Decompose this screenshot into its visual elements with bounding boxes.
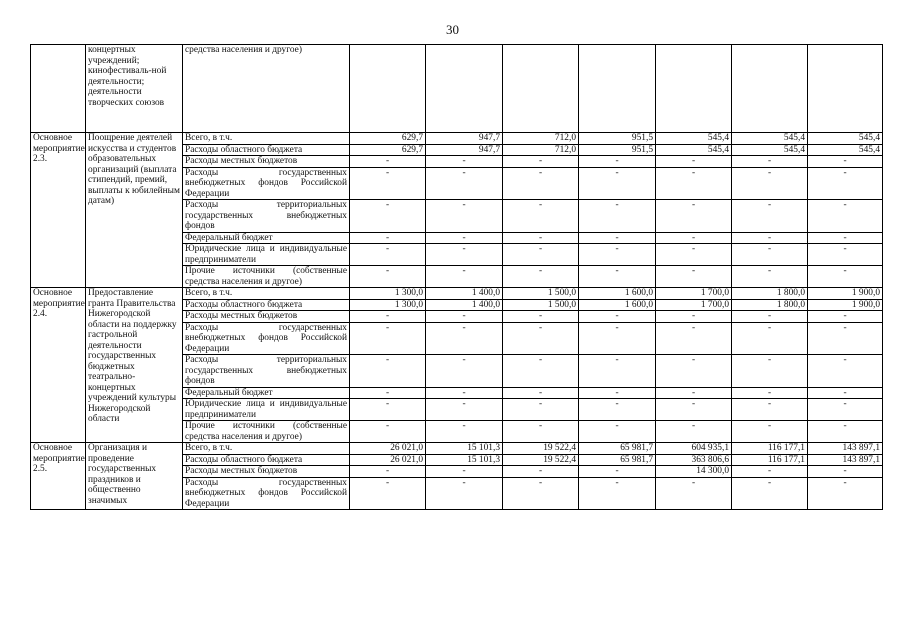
value-cell: -	[732, 311, 808, 323]
value-cell: -	[426, 355, 503, 388]
value-cell	[579, 45, 656, 133]
value-cell: 19 522,4	[503, 454, 579, 466]
funding-table	[30, 44, 883, 510]
value-cell	[350, 45, 426, 133]
value-cell: -	[350, 387, 426, 399]
source-cell: Всего, в т.ч.	[183, 443, 350, 455]
value-cell: -	[426, 466, 503, 478]
value-cell: -	[732, 167, 808, 200]
value-cell: -	[503, 421, 579, 443]
value-cell: -	[579, 167, 656, 200]
value-cell: 1 500,0	[503, 299, 579, 311]
value-cell: -	[503, 466, 579, 478]
value-cell: -	[426, 200, 503, 233]
value-cell: -	[656, 421, 732, 443]
source-cell: Юридические лица и индивидуальные предприниматели	[183, 399, 350, 421]
value-cell: -	[426, 399, 503, 421]
value-cell: -	[579, 311, 656, 323]
value-cell: -	[732, 355, 808, 388]
value-cell: -	[426, 311, 503, 323]
value-cell: 1 700,0	[656, 299, 732, 311]
value-cell: -	[350, 399, 426, 421]
value-cell: -	[426, 477, 503, 510]
value-cell: -	[732, 266, 808, 288]
value-cell: 629,7	[350, 133, 426, 145]
value-cell: 1 400,0	[426, 299, 503, 311]
value-cell: -	[656, 232, 732, 244]
value-cell: -	[808, 232, 883, 244]
value-cell: -	[350, 244, 426, 266]
value-cell: -	[503, 399, 579, 421]
value-cell: 19 522,4	[503, 443, 579, 455]
value-cell: -	[732, 200, 808, 233]
value-cell: 15 101,3	[426, 443, 503, 455]
source-cell: Расходы областного бюджета	[183, 299, 350, 311]
table-row	[31, 133, 883, 145]
value-cell: -	[732, 477, 808, 510]
value-cell: 545,4	[808, 133, 883, 145]
value-cell: -	[732, 156, 808, 168]
value-cell: 545,4	[732, 133, 808, 145]
value-cell: -	[579, 466, 656, 478]
description-cell: концертных учреждений; кинофестиваль-ной деятельности; деятельности творческих союзов	[86, 45, 183, 133]
value-cell: 545,4	[808, 144, 883, 156]
step-cell	[31, 45, 86, 133]
value-cell: -	[732, 399, 808, 421]
description-cell: Организация и проведение государственных праздников и общественно значимых	[86, 443, 183, 510]
value-cell: -	[656, 387, 732, 399]
value-cell: -	[503, 322, 579, 355]
step-cell: Основное мероприятие 2.4.	[31, 288, 86, 443]
value-cell: -	[579, 156, 656, 168]
value-cell: -	[426, 322, 503, 355]
value-cell: -	[579, 266, 656, 288]
value-cell: -	[579, 399, 656, 421]
value-cell: -	[350, 266, 426, 288]
continuation-row	[31, 45, 883, 133]
value-cell: 26 021,0	[350, 443, 426, 455]
source-cell: Юридические лица и индивидуальные предприниматели	[183, 244, 350, 266]
value-cell: -	[656, 322, 732, 355]
source-cell: Расходы местных бюджетов	[183, 311, 350, 323]
source-cell: Федеральный бюджет	[183, 232, 350, 244]
value-cell	[656, 45, 732, 133]
value-cell: -	[503, 266, 579, 288]
value-cell: -	[656, 156, 732, 168]
source-cell: Расходы местных бюджетов	[183, 156, 350, 168]
value-cell: -	[808, 421, 883, 443]
value-cell: -	[808, 477, 883, 510]
value-cell: 629,7	[350, 144, 426, 156]
value-cell: -	[426, 167, 503, 200]
value-cell: -	[656, 399, 732, 421]
value-cell: 65 981,7	[579, 443, 656, 455]
value-cell: -	[426, 266, 503, 288]
source-cell: Расходы государственных внебюджетных фондов Российской Федерации	[183, 167, 350, 200]
table-row	[31, 288, 883, 300]
source-cell: Расходы местных бюджетов	[183, 466, 350, 478]
value-cell: 1 600,0	[579, 288, 656, 300]
value-cell: -	[503, 232, 579, 244]
value-cell: -	[350, 167, 426, 200]
value-cell: -	[350, 466, 426, 478]
value-cell: -	[503, 355, 579, 388]
description-cell: Предоставление гранта Правительства Нижегородской области на поддержку гастрольной деятельности государственных бюджетных театрально-концертных учреждений культуры Нижегородской области	[86, 288, 183, 443]
value-cell: -	[656, 200, 732, 233]
value-cell: 65 981,7	[579, 454, 656, 466]
value-cell: 1 800,0	[732, 288, 808, 300]
value-cell: -	[656, 266, 732, 288]
value-cell: 15 101,3	[426, 454, 503, 466]
source-cell: Расходы областного бюджета	[183, 454, 350, 466]
value-cell: -	[503, 156, 579, 168]
value-cell: 14 300,0	[656, 466, 732, 478]
value-cell: 1 300,0	[350, 299, 426, 311]
value-cell: -	[426, 244, 503, 266]
source-cell: Расходы государственных внебюджетных фондов Российской Федерации	[183, 322, 350, 355]
value-cell: -	[808, 355, 883, 388]
value-cell: -	[808, 311, 883, 323]
value-cell: -	[350, 200, 426, 233]
value-cell: -	[350, 232, 426, 244]
page-number: 30	[446, 22, 459, 37]
table-body	[31, 45, 883, 510]
value-cell: 26 021,0	[350, 454, 426, 466]
value-cell: -	[350, 156, 426, 168]
value-cell: -	[503, 200, 579, 233]
value-cell: -	[808, 167, 883, 200]
value-cell: -	[732, 232, 808, 244]
table-row	[31, 443, 883, 455]
value-cell: 951,5	[579, 144, 656, 156]
value-cell: 143 897,1	[808, 443, 883, 455]
value-cell: -	[426, 232, 503, 244]
value-cell: -	[350, 311, 426, 323]
value-cell: -	[579, 477, 656, 510]
value-cell: 712,0	[503, 133, 579, 145]
value-cell: -	[350, 355, 426, 388]
value-cell: -	[808, 466, 883, 478]
value-cell: 951,5	[579, 133, 656, 145]
value-cell: -	[808, 399, 883, 421]
source-cell: Прочие источники (собственные средства населения и другое)	[183, 421, 350, 443]
value-cell: -	[579, 387, 656, 399]
value-cell: 545,4	[656, 133, 732, 145]
value-cell: 1 600,0	[579, 299, 656, 311]
value-cell	[732, 45, 808, 133]
value-cell: -	[426, 156, 503, 168]
value-cell: 116 177,1	[732, 454, 808, 466]
value-cell: -	[426, 387, 503, 399]
value-cell: -	[656, 311, 732, 323]
source-cell: Прочие источники (собственные средства населения и другое)	[183, 266, 350, 288]
source-cell: Расходы областного бюджета	[183, 144, 350, 156]
value-cell: -	[426, 421, 503, 443]
value-cell: -	[503, 311, 579, 323]
value-cell: -	[732, 387, 808, 399]
value-cell: 363 806,6	[656, 454, 732, 466]
value-cell: -	[808, 387, 883, 399]
value-cell: 1 900,0	[808, 299, 883, 311]
value-cell: -	[579, 322, 656, 355]
value-cell: -	[579, 421, 656, 443]
value-cell: 947,7	[426, 133, 503, 145]
source-cell: Всего, в т.ч.	[183, 288, 350, 300]
source-cell: Расходы территориальных государственных внебюджетных фондов	[183, 355, 350, 388]
description-cell: Поощрение деятелей искусства и студентов образовательных организаций (выплата стипендий, премий, выплаты к юбилейным датам)	[86, 133, 183, 288]
value-cell: -	[808, 266, 883, 288]
step-cell: Основное мероприятие 2.5.	[31, 443, 86, 510]
value-cell: -	[503, 244, 579, 266]
value-cell: -	[808, 322, 883, 355]
value-cell: 1 800,0	[732, 299, 808, 311]
source-cell: Расходы территориальных государственных внебюджетных фондов	[183, 200, 350, 233]
source-cell: средства населения и другое)	[183, 45, 350, 133]
value-cell: -	[579, 200, 656, 233]
value-cell: -	[503, 477, 579, 510]
source-cell: Федеральный бюджет	[183, 387, 350, 399]
value-cell: -	[503, 387, 579, 399]
value-cell: 712,0	[503, 144, 579, 156]
value-cell: -	[579, 355, 656, 388]
value-cell: -	[808, 200, 883, 233]
value-cell	[808, 45, 883, 133]
step-cell: Основное мероприятие 2.3.	[31, 133, 86, 288]
value-cell: -	[732, 466, 808, 478]
value-cell: 604 935,1	[656, 443, 732, 455]
value-cell: -	[732, 421, 808, 443]
value-cell: 545,4	[732, 144, 808, 156]
value-cell: 143 897,1	[808, 454, 883, 466]
value-cell: -	[350, 421, 426, 443]
value-cell: -	[656, 244, 732, 266]
value-cell: -	[656, 167, 732, 200]
value-cell: -	[656, 355, 732, 388]
value-cell: -	[808, 156, 883, 168]
source-cell: Всего, в т.ч.	[183, 133, 350, 145]
value-cell: 116 177,1	[732, 443, 808, 455]
value-cell: 947,7	[426, 144, 503, 156]
value-cell: -	[732, 244, 808, 266]
value-cell: 1 300,0	[350, 288, 426, 300]
value-cell: 1 500,0	[503, 288, 579, 300]
value-cell: 1 400,0	[426, 288, 503, 300]
value-cell	[426, 45, 503, 133]
value-cell: -	[732, 322, 808, 355]
value-cell	[503, 45, 579, 133]
value-cell: -	[503, 167, 579, 200]
value-cell: -	[350, 322, 426, 355]
value-cell: -	[808, 244, 883, 266]
source-cell: Расходы государственных внебюджетных фондов Российской Федерации	[183, 477, 350, 510]
value-cell: 545,4	[656, 144, 732, 156]
value-cell: 1 700,0	[656, 288, 732, 300]
value-cell: -	[579, 244, 656, 266]
value-cell: -	[350, 477, 426, 510]
value-cell: -	[579, 232, 656, 244]
value-cell: 1 900,0	[808, 288, 883, 300]
value-cell: -	[656, 477, 732, 510]
